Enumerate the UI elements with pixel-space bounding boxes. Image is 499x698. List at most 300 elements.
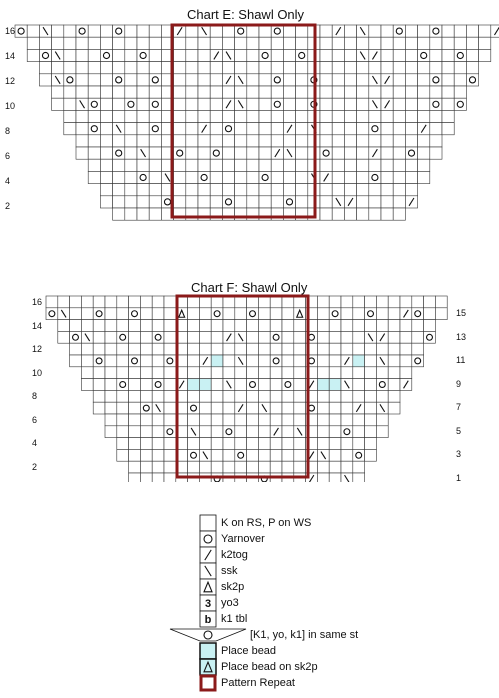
stitch-cell: [137, 62, 149, 74]
stitch-cell: [365, 379, 377, 391]
row-number-left: 4: [32, 438, 38, 448]
stitch-cell: [164, 426, 176, 438]
stitch-cell: [174, 37, 186, 49]
legend-label-blank: K on RS, P on WS: [221, 517, 312, 529]
stitch-cell: [105, 402, 117, 414]
stitch-cell: [210, 147, 222, 159]
stitch-cell: [149, 208, 161, 220]
stitch-cell: [329, 320, 341, 332]
stitch-cell: [100, 196, 112, 208]
stitch-cell: [283, 184, 295, 196]
stitch-cell: [357, 147, 369, 159]
stitch-cell: [186, 110, 198, 122]
stitch-cell: [149, 49, 161, 61]
stitch-cell: [424, 296, 436, 308]
stitch-cell: [222, 135, 234, 147]
stitch-cell: [88, 171, 100, 183]
stitch-cell: [442, 25, 454, 37]
stitch-cell: [235, 296, 247, 308]
stitch-cell: [222, 123, 234, 135]
stitch-cell: [258, 449, 270, 461]
stitch-cell: [152, 426, 164, 438]
stitch-cell: [388, 355, 400, 367]
stitch-cell: [376, 320, 388, 332]
stitch-cell: [430, 135, 442, 147]
legend-swatch-bead: [200, 643, 216, 659]
stitch-cell: [149, 25, 161, 37]
stitch-cell: [129, 473, 141, 482]
stitch-cell: [149, 110, 161, 122]
legend-swatch-blank: [200, 515, 216, 531]
stitch-cell: [164, 438, 176, 450]
stitch-cell: [317, 320, 329, 332]
stitch-cell: [100, 25, 112, 37]
stitch-cell: [317, 296, 329, 308]
stitch-cell: [149, 123, 161, 135]
stitch-cell: [405, 171, 417, 183]
stitch-cell: [247, 449, 259, 461]
stitch-cell: [76, 25, 88, 37]
stitch-cell: [39, 49, 51, 61]
stitch-cell: [222, 110, 234, 122]
legend-glyph: b: [204, 614, 212, 626]
stitch-cell: [164, 461, 176, 473]
stitch-cell: [491, 25, 499, 37]
stitch-cell: [88, 86, 100, 98]
stitch-cell: [341, 449, 353, 461]
stitch-cell: [435, 296, 447, 308]
stitch-cell: [100, 98, 112, 110]
stitch-cell: [258, 438, 270, 450]
stitch-cell: [247, 438, 259, 450]
stitch-cell: [105, 320, 117, 332]
stitch-cell: [435, 308, 447, 320]
stitch-cell: [294, 355, 306, 367]
row-number-left: 8: [5, 126, 11, 136]
stitch-cell: [93, 402, 105, 414]
stitch-cell: [129, 355, 141, 367]
stitch-cell: [353, 438, 365, 450]
stitch-cell: [129, 390, 141, 402]
stitch-cell: [188, 296, 200, 308]
stitch-cell: [283, 74, 295, 86]
stitch-cell: [430, 110, 442, 122]
stitch-cell: [341, 402, 353, 414]
stitch-cell: [332, 98, 344, 110]
stitch-cell: [235, 308, 247, 320]
stitch-cell: [64, 110, 76, 122]
stitch-cell: [270, 379, 282, 391]
stitch-cell: [247, 355, 259, 367]
stitch-cell: [188, 390, 200, 402]
stitch-cell: [400, 331, 412, 343]
stitch-cell: [174, 135, 186, 147]
stitch-cell: [186, 98, 198, 110]
row-number-right: 7: [456, 402, 462, 412]
stitch-cell: [140, 390, 152, 402]
stitch-cell: [149, 159, 161, 171]
stitch-cell: [393, 159, 405, 171]
stitch-cell: [405, 135, 417, 147]
stitch-cell: [365, 308, 377, 320]
stitch-cell: [247, 147, 259, 159]
stitch-cell: [393, 74, 405, 86]
stitch-cell: [211, 320, 223, 332]
stitch-cell: [117, 343, 129, 355]
stitch-cell: [317, 343, 329, 355]
stitch-cell: [317, 390, 329, 402]
stitch-cell: [405, 25, 417, 37]
stitch-cell: [186, 74, 198, 86]
stitch-cell: [125, 123, 137, 135]
stitch-cell: [376, 343, 388, 355]
stitch-cell: [27, 37, 39, 49]
stitch-cell: [412, 320, 424, 332]
stitch-cell: [88, 74, 100, 86]
stitch-cell: [283, 171, 295, 183]
stitch-cell: [149, 196, 161, 208]
stitch-cell: [259, 74, 271, 86]
stitch-cell: [247, 49, 259, 61]
stitch-cell: [479, 25, 491, 37]
stitch-cell: [393, 135, 405, 147]
stitch-cell: [294, 367, 306, 379]
stitch-cell: [332, 159, 344, 171]
stitch-cell: [365, 449, 377, 461]
stitch-cell: [405, 110, 417, 122]
stitch-cell: [259, 98, 271, 110]
stitch-cell: [283, 110, 295, 122]
stitch-cell: [140, 320, 152, 332]
stitch-cell: [405, 62, 417, 74]
stitch-cell: [344, 208, 356, 220]
stitch-cell: [418, 25, 430, 37]
stitch-cell: [27, 49, 39, 61]
stitch-cell: [454, 98, 466, 110]
stitch-cell: [282, 331, 294, 343]
stitch-cell: [365, 414, 377, 426]
stitch-cell: [332, 171, 344, 183]
stitch-cell: [296, 86, 308, 98]
stitch-cell: [393, 37, 405, 49]
stitch-cell: [149, 147, 161, 159]
stitch-cell: [320, 25, 332, 37]
stitch-cell: [64, 123, 76, 135]
row-number-left: 6: [32, 414, 38, 425]
stitch-cell: [430, 49, 442, 61]
legend-label-sk2p: sk2p: [221, 581, 245, 593]
stitch-cell: [271, 135, 283, 147]
stitch-cell: [353, 461, 365, 473]
stitch-cell: [198, 86, 210, 98]
stitch-cell: [223, 367, 235, 379]
stitch-cell: [210, 171, 222, 183]
stitch-cell: [381, 208, 393, 220]
stitch-cell: [186, 123, 198, 135]
stitch-cell: [198, 98, 210, 110]
stitch-cell: [412, 343, 424, 355]
stitch-cell: [100, 147, 112, 159]
stitch-cell: [149, 98, 161, 110]
stitch-cell: [329, 343, 341, 355]
stitch-cell: [222, 196, 234, 208]
stitch-cell: [258, 390, 270, 402]
stitch-cell: [341, 296, 353, 308]
stitch-cell: [270, 355, 282, 367]
stitch-cell: [164, 355, 176, 367]
stitch-cell: [140, 367, 152, 379]
stitch-cell: [442, 123, 454, 135]
stitch-cell: [100, 110, 112, 122]
stitch-cell: [152, 473, 164, 482]
stitch-cell: [105, 355, 117, 367]
stitch-cell: [332, 74, 344, 86]
stitch-cell: [369, 196, 381, 208]
stitch-cell: [344, 123, 356, 135]
stitch-cell: [424, 308, 436, 320]
stitch-cell: [442, 62, 454, 74]
stitch-cell: [344, 147, 356, 159]
stitch-cell: [388, 320, 400, 332]
stitch-cell: [388, 308, 400, 320]
stitch-cell: [357, 37, 369, 49]
stitch-cell: [70, 308, 82, 320]
stitch-cell: [454, 62, 466, 74]
stitch-cell: [320, 147, 332, 159]
stitch-cell: [283, 37, 295, 49]
stitch-cell: [329, 390, 341, 402]
stitch-cell: [320, 49, 332, 61]
stitch-cell: [270, 331, 282, 343]
stitch-cell: [365, 296, 377, 308]
stitch-cell: [341, 390, 353, 402]
stitch-cell: [283, 196, 295, 208]
stitch-cell: [365, 402, 377, 414]
stitch-cell: [140, 355, 152, 367]
stitch-cell: [283, 49, 295, 61]
stitch-cell: [152, 308, 164, 320]
stitch-cell: [294, 461, 306, 473]
stitch-cell: [400, 296, 412, 308]
stitch-cell: [341, 320, 353, 332]
stitch-cell: [64, 62, 76, 74]
stitch-cell: [199, 296, 211, 308]
stitch-cell: [344, 62, 356, 74]
stitch-cell: [88, 135, 100, 147]
stitch-cell: [137, 196, 149, 208]
stitch-cell: [152, 296, 164, 308]
stitch-cell: [296, 25, 308, 37]
stitch-cell: [174, 98, 186, 110]
stitch-cell: [88, 62, 100, 74]
stitch-cell: [270, 296, 282, 308]
stitch-cell: [81, 355, 93, 367]
stitch-cell: [294, 296, 306, 308]
stitch-cell: [210, 159, 222, 171]
stitch-cell: [137, 123, 149, 135]
stitch-cell: [381, 184, 393, 196]
stitch-cell: [117, 390, 129, 402]
stitch-cell: [137, 98, 149, 110]
stitch-cell: [466, 62, 478, 74]
stitch-cell: [174, 123, 186, 135]
stitch-cell: [117, 438, 129, 450]
stitch-cell: [76, 123, 88, 135]
stitch-cell: [210, 62, 222, 74]
stitch-cell: [247, 98, 259, 110]
stitch-cell: [93, 343, 105, 355]
stitch-cell: [376, 390, 388, 402]
stitch-cell: [381, 62, 393, 74]
stitch-cell: [258, 379, 270, 391]
row-number-left: 12: [32, 344, 43, 354]
stitch-cell: [247, 159, 259, 171]
stitch-cell: [188, 402, 200, 414]
stitch-cell: [442, 74, 454, 86]
stitch-cell: [442, 86, 454, 98]
stitch-cell: [198, 49, 210, 61]
stitch-cell: [137, 37, 149, 49]
stitch-cell: [125, 196, 137, 208]
stitch-cell: [140, 438, 152, 450]
stitch-cell: [259, 37, 271, 49]
stitch-cell: [247, 343, 259, 355]
stitch-cell: [381, 159, 393, 171]
stitch-cell: [282, 461, 294, 473]
stitch-cell: [357, 196, 369, 208]
stitch-cell: [430, 98, 442, 110]
stitch-cell: [113, 208, 125, 220]
stitch-cell: [353, 343, 365, 355]
stitch-cell: [270, 402, 282, 414]
stitch-cell: [164, 343, 176, 355]
stitch-cell: [418, 98, 430, 110]
stitch-cell: [430, 74, 442, 86]
stitch-cell: [282, 367, 294, 379]
stitch-cell: [332, 208, 344, 220]
stitch-cell: [164, 414, 176, 426]
stitch-cell: [129, 367, 141, 379]
chart-f-title: Chart F: Shawl Only: [191, 280, 308, 295]
stitch-cell: [369, 159, 381, 171]
stitch-cell: [296, 159, 308, 171]
stitch-cell: [357, 86, 369, 98]
stitch-cell: [353, 426, 365, 438]
stitch-cell: [259, 25, 271, 37]
stitch-cell: [235, 184, 247, 196]
stitch-cell: [174, 159, 186, 171]
stitch-cell: [393, 86, 405, 98]
stitch-cell: [211, 461, 223, 473]
stitch-cell: [188, 320, 200, 332]
stitch-cell: [247, 461, 259, 473]
row-number-right: 5: [456, 425, 462, 436]
stitch-cell: [129, 414, 141, 426]
stitch-cell: [344, 159, 356, 171]
stitch-cell: [259, 135, 271, 147]
stitch-cell: [282, 438, 294, 450]
stitch-cell: [247, 414, 259, 426]
stitch-cell: [317, 461, 329, 473]
stitch-cell: [376, 296, 388, 308]
stitch-cell: [247, 402, 259, 414]
stitch-cell: [317, 355, 329, 367]
stitch-cell: [117, 367, 129, 379]
stitch-cell: [329, 449, 341, 461]
stitch-cell: [188, 461, 200, 473]
stitch-cell: [186, 147, 198, 159]
stitch-cell: [418, 147, 430, 159]
stitch-cell: [222, 37, 234, 49]
stitch-cell: [353, 390, 365, 402]
stitch-cell: [164, 320, 176, 332]
stitch-cell: [223, 414, 235, 426]
stitch-cell: [357, 184, 369, 196]
stitch-cell: [332, 37, 344, 49]
stitch-cell: [199, 461, 211, 473]
stitch-cell: [329, 414, 341, 426]
stitch-cell: [320, 208, 332, 220]
stitch-cell: [129, 379, 141, 391]
legend-label-k2tog: k2tog: [221, 549, 248, 561]
stitch-cell: [329, 355, 341, 367]
stitch-cell: [222, 86, 234, 98]
stitch-cell: [105, 426, 117, 438]
stitch-cell: [58, 320, 70, 332]
row-number-left: 16: [32, 297, 43, 307]
stitch-cell: [393, 196, 405, 208]
stitch-cell: [164, 390, 176, 402]
stitch-cell: [125, 171, 137, 183]
stitch-cell: [93, 379, 105, 391]
stitch-cell: [140, 402, 152, 414]
stitch-cell: [39, 74, 51, 86]
stitch-cell: [296, 171, 308, 183]
stitch-cell: [247, 110, 259, 122]
stitch-cell: [393, 25, 405, 37]
stitch-cell: [149, 184, 161, 196]
stitch-cell: [174, 147, 186, 159]
stitch-cell: [344, 37, 356, 49]
stitch-cell: [223, 449, 235, 461]
stitch-cell: [100, 159, 112, 171]
stitch-cell: [211, 331, 223, 343]
legend-label-repeat: Pattern Repeat: [221, 677, 295, 689]
stitch-cell: [357, 74, 369, 86]
stitch-cell: [198, 62, 210, 74]
stitch-cell: [353, 320, 365, 332]
stitch-cell: [117, 402, 129, 414]
stitch-cell: [317, 379, 329, 391]
stitch-cell: [282, 414, 294, 426]
stitch-cell: [64, 86, 76, 98]
stitch-cell: [412, 355, 424, 367]
stitch-cell: [70, 355, 82, 367]
stitch-cell: [140, 343, 152, 355]
stitch-cell: [199, 331, 211, 343]
stitch-cell: [52, 25, 64, 37]
stitch-cell: [294, 390, 306, 402]
stitch-cell: [125, 147, 137, 159]
stitch-cell: [365, 355, 377, 367]
stitch-cell: [58, 296, 70, 308]
stitch-cell: [222, 171, 234, 183]
stitch-cell: [186, 184, 198, 196]
stitch-cell: [271, 123, 283, 135]
stitch-cell: [294, 331, 306, 343]
stitch-cell: [320, 86, 332, 98]
stitch-cell: [294, 414, 306, 426]
